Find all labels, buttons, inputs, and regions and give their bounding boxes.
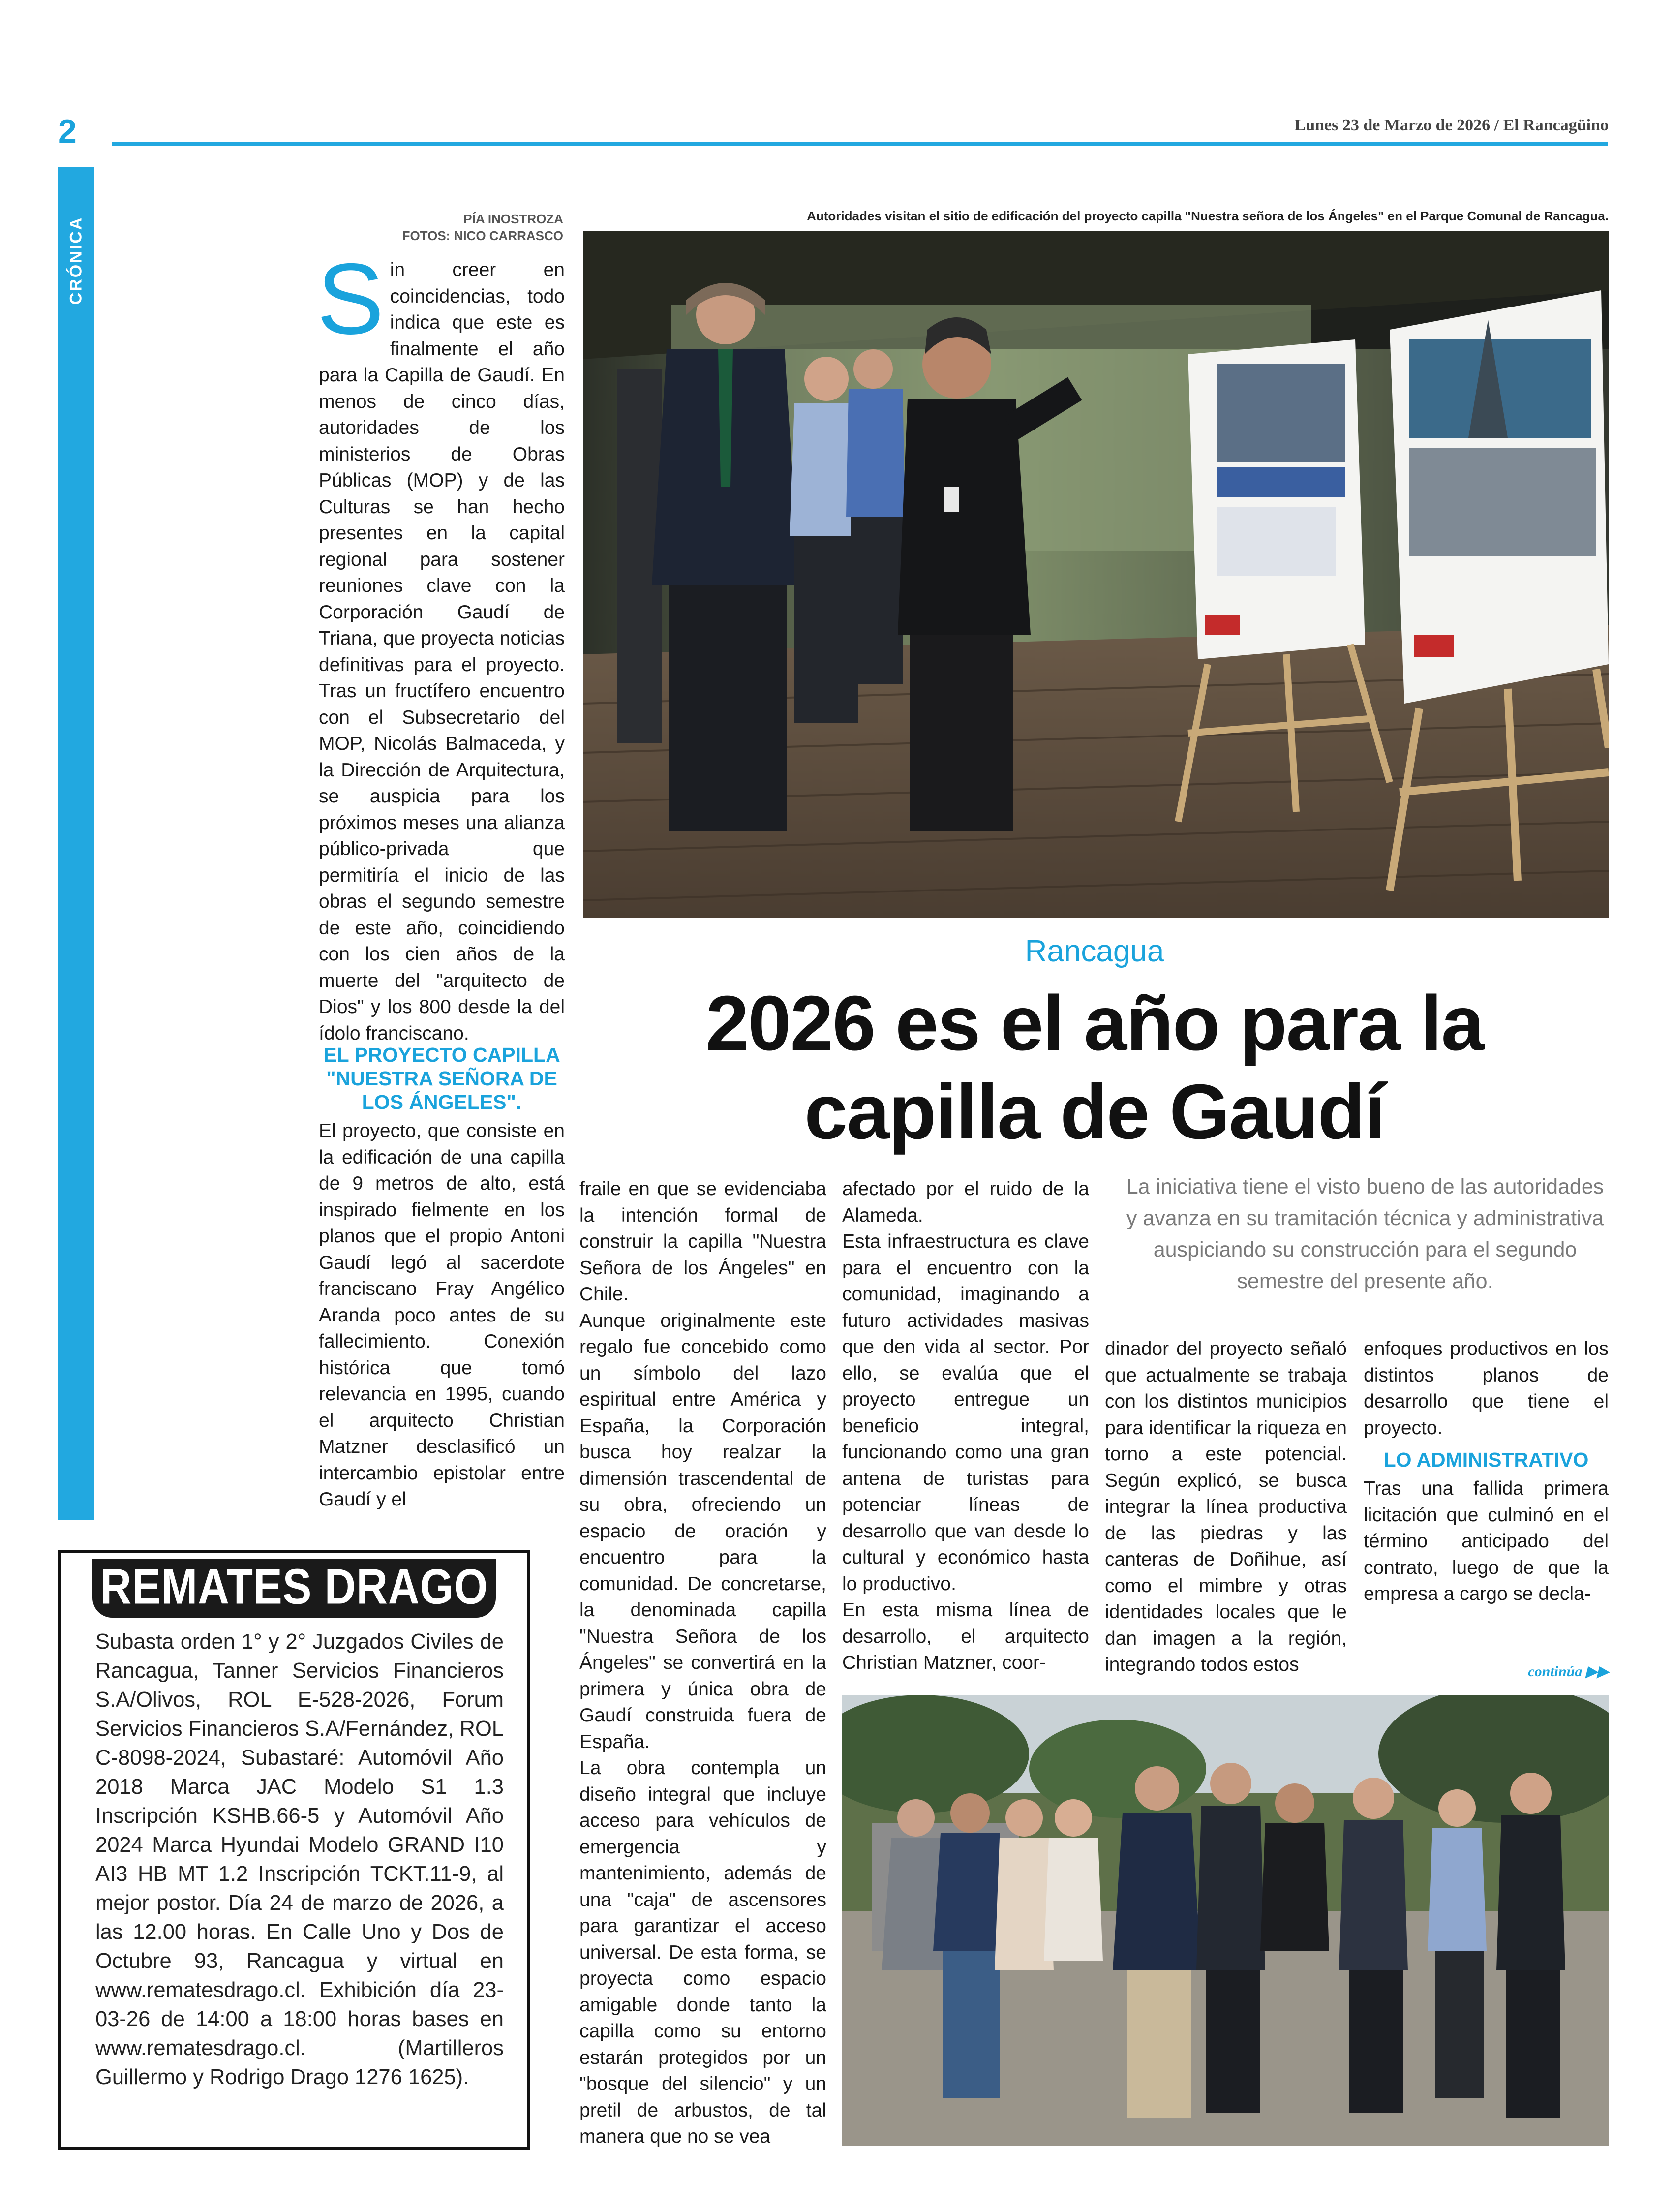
byline-photos: FOTOS: NICO CARRASCO (402, 228, 563, 243)
ad-text: Subasta orden 1° y 2° Juzgados Civiles de Rancagua, Tanner Servicios Financieros S.A/Olivos, ROL E-528-2026, Forum Servicios Financieros S.A/Fernández, ROL C-8098-2024, Subastaré: Automóvil Año 2018 Marca JAC Modelo S1 1.3 Inscripción KSHB.66-5 y Automóvil Año 2024 Marca Hyundai Modelo GRAND I10 AI3 HB MT 1.2 Inscripción TCKT.11-9, al mejor postor. Día 24 de marzo de 2026, a las 12.00 horas. En Calle Uno y Dos de Octubre 93, Rancagua y virtual en www.rematesdrago.cl. Exhibición día 23-03-26 de 14:00 a 18:00 horas bases en www.rematesdrago.cl. (Martilleros Guillermo y Rodrigo Drago 1276 1625). (95, 1630, 504, 2089)
section-label-text: CRÓNICA (66, 216, 86, 305)
headline-line-2: capilla de Gaudí (804, 1069, 1385, 1155)
headline-line-1: 2026 es el año para la (705, 980, 1484, 1067)
body-paragraph: afectado por el ruido de la Alameda. (842, 1178, 1089, 1226)
section-sidebar (58, 167, 94, 1520)
body-paragraph: fraile en que se evidenciaba la intención formal de construir la capilla "Nuestra Señora de los Ángeles" en Chile. (579, 1178, 826, 1305)
body-paragraph: Aunque originalmente este regalo fue concebido como un símbolo del lazo espiritual entre América y España, la Corporación busca hoy realzar la dimensión trascendental de su obra, ofreciendo un espacio de oración y encuentro para la comunidad. De concretarse, la denominada capilla "Nuestra Señora de los Ángeles" se convertirá en la primera y única obra de Gaudí construida fuera de España. (579, 1310, 826, 1752)
header-rule (112, 142, 1608, 146)
byline (315, 211, 563, 244)
section-subhead-project: EL PROYECTO CAPILLA "NUESTRA SEÑORA DE LOS ÁNGELES". (323, 1044, 560, 1113)
body-column-4 (1105, 1336, 1347, 1678)
photo-group-outdoors-illustration (842, 1695, 1609, 2146)
article-kicker: Rancagua (1025, 934, 1164, 968)
page-number: 2 (58, 113, 77, 150)
body-column-3 (842, 1176, 1089, 1676)
body-column-1-top (317, 243, 565, 1046)
photo-site-visit (583, 231, 1609, 918)
photo-caption: Autoridades visitan el sitio de edificación del proyecto capilla "Nuestra señora de los Ángeles" en el Parque Comunal de Rancagua. (807, 209, 1609, 223)
body-column-2 (579, 1176, 826, 2150)
body-paragraph: En esta misma línea de desarrollo, el arquitecto Christian Matzner, coor- (842, 1599, 1089, 1673)
section-subhead-administrative: LO ADMINISTRATIVO (1383, 1448, 1589, 1471)
dropcap: S (317, 243, 384, 355)
body-paragraph: La obra contempla un diseño integral que incluye acceso para vehículos de emergencia y mantenimiento, además de una "caja" de ascensores para garantizar el acceso universal. De esta forma, se proyecta como espacio amigable donde tanto la capilla como su entorno estarán protegidos por un "bosque del silencio" y un pretil de arbustos, de tal manera que no se vea (579, 1757, 826, 2147)
article-headline (585, 979, 1604, 1156)
ad-title-banner (92, 1559, 496, 1618)
classified-ad (58, 1550, 530, 2150)
ad-title: REMATES DRAGO (100, 1558, 488, 1615)
body-paragraph: dinador del proyecto señaló que actualmente se trabaja con los distintos municipios para identificar la riqueza en torno a este potencial. Según explicó, se busca integrar la línea productiva de las piedras y las canteras de Doñihue, así como el mimbre y otras identidades locales que le dan imagen a la región, integrando todos estos (1105, 1338, 1347, 1675)
body-paragraph: Tras una fallida primera licitación que culminó en el término anticipado del contrato, luego de que la empresa a cargo se decla- (1364, 1478, 1609, 1604)
body-paragraph: in creer en coincidencias, todo indica que este es finalmente el año para la Capilla de Gaudí. En menos de cinco días, autoridades de los ministerios de Obras Públicas (MOP) y de las Culturas se han hecho presentes en la capital regional para sostener reuniones clave con la Corporación Gaudí de Triana, que proyecta noticias definitivas para el proyecto. Tras un fructífero encuentro con el Subsecretario del MOP, Nicolás Balmaceda, y la Dirección de Arquitectura, se auspicia para los próximos meses una alianza público-privada que permitiría el inicio de las obras el segundo semestre de este año, coincidiendo con los cien años de la muerte del "arquitecto de Dios" y los 800 desde la del ídolo franciscano. (319, 259, 565, 1044)
photo-group-outdoors (842, 1695, 1609, 2146)
body-paragraph: enfoques productivos en los distintos planos de desarrollo que tiene el proyecto. (1364, 1338, 1609, 1439)
header-date-publication: Lunes 23 de Marzo de 2026 / El Rancagüino (1294, 116, 1609, 134)
article-subhead: La iniciativa tiene el visto bueno de las autoridades y avanza en su tramitación técnica y administrativa auspiciando su construcción para el segundo semestre del presente año. (1126, 1175, 1604, 1293)
body-paragraph: El proyecto, que consiste en la edificación de una capilla de 9 metros de alto, está inspirado fielmente en los planos que el propio Antoni Gaudí legó al sacerdote franciscano Fray Angélico Aranda poco antes de su fallecimiento. Conexión histórica que tomó relevancia en 1995, cuando el arquitecto Christian Matzner desclasificó un intercambio epistolar entre Gaudí y el (319, 1120, 565, 1510)
continues-link[interactable]: continúa ▶▶ (1528, 1663, 1609, 1680)
section-label (58, 212, 94, 315)
body-column-1-bottom (319, 1043, 565, 1513)
byline-author: PÍA INOSTROZA (463, 212, 563, 226)
body-paragraph: Esta infraestructura es clave para el encuentro con la comunidad, imaginando a futuro actividades masivas que den vida al sector. Por ello, se evalúa que el proyecto entregue un beneficio integral, funcionando como una gran antena de turistas para potenciar líneas de desarrollo que van desde lo cultural y económico hasta lo productivo. (842, 1231, 1089, 1595)
photo-site-visit-illustration (583, 231, 1609, 918)
body-column-5 (1364, 1336, 1609, 1607)
